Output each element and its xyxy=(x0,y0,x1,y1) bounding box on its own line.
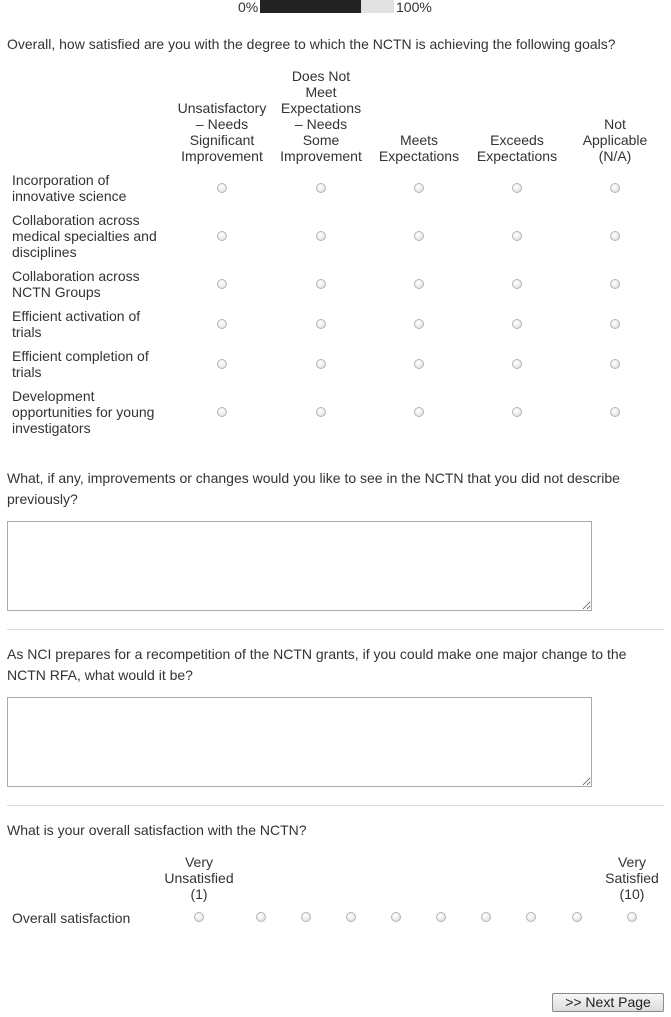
matrix-radio[interactable] xyxy=(414,319,424,329)
column-header-line: Meets xyxy=(399,132,439,148)
column-header xyxy=(469,132,565,164)
matrix-radio[interactable] xyxy=(414,183,424,193)
column-header-line: Improvement xyxy=(181,148,263,164)
satisfaction-radio-8[interactable] xyxy=(526,912,536,922)
column-header-line: Expectations xyxy=(476,148,558,164)
section-divider xyxy=(7,805,664,806)
satisfaction-radio-6[interactable] xyxy=(436,912,446,922)
matrix-row-label-line: Efficient completion of xyxy=(12,348,149,364)
progress-min-label: 0% xyxy=(238,0,259,15)
question-goals: Overall, how satisfied are you with the degree to which the NCTN is achieving the following goals? xyxy=(7,36,616,52)
satisfaction-radio-10[interactable] xyxy=(627,912,637,922)
scale-low-label-line: Very xyxy=(184,854,213,870)
matrix-radio[interactable] xyxy=(217,319,227,329)
column-header-line: Does Not xyxy=(291,68,351,84)
scale-low-label-line: (1) xyxy=(190,886,208,902)
section-divider xyxy=(7,629,664,630)
matrix-radio[interactable] xyxy=(414,407,424,417)
satisfaction-radio-3[interactable] xyxy=(301,912,311,922)
matrix-row-label-line: opportunities for young xyxy=(12,404,155,420)
matrix-radio[interactable] xyxy=(610,279,620,289)
matrix-radio[interactable] xyxy=(217,359,227,369)
matrix-radio[interactable] xyxy=(414,279,424,289)
progress-fill xyxy=(260,0,361,13)
column-header-line: – Needs xyxy=(294,116,348,132)
matrix-radio[interactable] xyxy=(316,359,326,369)
matrix-radio[interactable] xyxy=(316,183,326,193)
progress-max-label: 100% xyxy=(396,0,432,15)
matrix-radio[interactable] xyxy=(610,231,620,241)
scale-high-label-line: Very xyxy=(617,854,646,870)
matrix-row-label xyxy=(12,172,172,204)
matrix-radio[interactable] xyxy=(512,183,522,193)
column-header-line: Applicable xyxy=(582,132,648,148)
column-header-line: – Needs xyxy=(195,116,249,132)
column-header xyxy=(273,68,369,164)
overall-satisfaction-label: Overall satisfaction xyxy=(12,910,131,926)
matrix-row-label-line: trials xyxy=(12,364,42,380)
scale-high-label xyxy=(597,854,667,902)
column-header-line: Unsatisfactory xyxy=(177,100,267,116)
column-header-line: Exceeds xyxy=(490,132,544,148)
rfa-change-textarea[interactable] xyxy=(7,697,592,787)
matrix-row-label xyxy=(12,348,172,380)
progress-bar xyxy=(260,0,394,13)
matrix-row-label-line: trials xyxy=(12,324,42,340)
column-header-line: Improvement xyxy=(280,148,362,164)
matrix-row-label-line: Efficient activation of xyxy=(12,308,141,324)
matrix-row-label-line: disciplines xyxy=(12,244,77,260)
satisfaction-radio-4[interactable] xyxy=(346,912,356,922)
matrix-radio[interactable] xyxy=(316,319,326,329)
column-header-line: Some xyxy=(302,132,340,148)
column-header-line: Not xyxy=(604,116,626,132)
column-header xyxy=(371,132,467,164)
matrix-radio[interactable] xyxy=(316,279,326,289)
matrix-radio[interactable] xyxy=(610,183,620,193)
improvements-textarea[interactable] xyxy=(7,521,592,611)
scale-low-label xyxy=(149,854,249,902)
matrix-row-label-line: Collaboration across xyxy=(12,268,140,284)
scale-low-label-line: Unsatisfied xyxy=(164,870,234,886)
matrix-radio[interactable] xyxy=(512,359,522,369)
matrix-row-label xyxy=(12,388,172,436)
matrix-row-label-line: Collaboration across xyxy=(12,212,140,228)
question-overall-satisfaction: What is your overall satisfaction with the NCTN? xyxy=(7,822,307,838)
matrix-radio[interactable] xyxy=(217,231,227,241)
question-improvements: What, if any, improvements or changes would you like to see in the NCTN that you did not describe previously? xyxy=(7,470,620,507)
scale-high-label-line: (10) xyxy=(619,886,645,902)
next-page-button[interactable]: >> Next Page xyxy=(552,993,664,1012)
question-rfa-change: As NCI prepares for a recompetition of the NCTN grants, if you could make one major change to the NCTN RFA, what would it be? xyxy=(7,646,627,683)
matrix-radio[interactable] xyxy=(414,231,424,241)
matrix-row-label-line: NCTN Groups xyxy=(12,284,101,300)
column-header-line: (N/A) xyxy=(598,148,632,164)
satisfaction-radio-7[interactable] xyxy=(481,912,491,922)
matrix-radio[interactable] xyxy=(610,319,620,329)
matrix-radio[interactable] xyxy=(512,279,522,289)
matrix-radio[interactable] xyxy=(610,407,620,417)
matrix-radio[interactable] xyxy=(316,231,326,241)
satisfaction-radio-2[interactable] xyxy=(256,912,266,922)
column-header xyxy=(567,116,663,164)
matrix-radio[interactable] xyxy=(217,183,227,193)
matrix-radio[interactable] xyxy=(414,359,424,369)
column-header-line: Expectations xyxy=(378,148,460,164)
matrix-row-label-line: Incorporation of xyxy=(12,172,110,188)
satisfaction-radio-9[interactable] xyxy=(572,912,582,922)
matrix-row-label xyxy=(12,308,172,340)
matrix-row-label xyxy=(12,268,172,300)
scale-high-label-line: Satisfied xyxy=(605,870,659,886)
satisfaction-radio-5[interactable] xyxy=(391,912,401,922)
matrix-radio[interactable] xyxy=(316,407,326,417)
matrix-radio[interactable] xyxy=(217,279,227,289)
matrix-row-label-line: medical specialties and xyxy=(12,228,157,244)
column-header xyxy=(174,100,270,164)
matrix-row-label-line: investigators xyxy=(12,420,91,436)
matrix-radio[interactable] xyxy=(512,319,522,329)
matrix-radio[interactable] xyxy=(610,359,620,369)
matrix-row-label-line: Development xyxy=(12,388,95,404)
column-header-line: Expectations xyxy=(280,100,362,116)
matrix-row-label-line: innovative science xyxy=(12,188,127,204)
column-header-line: Significant xyxy=(189,132,255,148)
satisfaction-radio-1[interactable] xyxy=(194,912,204,922)
matrix-radio[interactable] xyxy=(512,407,522,417)
column-header-line: Meet xyxy=(305,84,337,100)
matrix-row-label xyxy=(12,212,172,260)
matrix-radio[interactable] xyxy=(512,231,522,241)
matrix-radio[interactable] xyxy=(217,407,227,417)
